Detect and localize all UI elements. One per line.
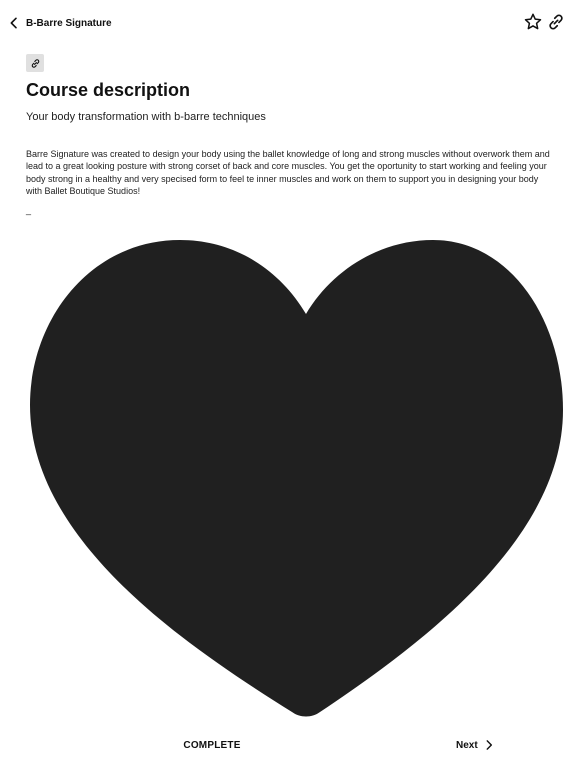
page-title: Course description (26, 80, 191, 100)
separator-mark: _ (26, 205, 32, 215)
back-button[interactable] (6, 12, 112, 34)
complete-button[interactable]: COMPLETE (183, 739, 241, 751)
course-description-text: Barre Signature was created to design your body using the ballet knowledge of long and strong muscles without overwork them and lead to a great looking posture with strong corset of back and core muscles. You get the oportunity to start working and feeling your body strong in a healthy and very specised form to feel te inner muscles and work on them to support you in designing your body with Ballet Boutique Studios! (26, 149, 550, 196)
share-link-button[interactable] (546, 12, 566, 32)
course-title-header: B-Barre Signature (26, 17, 112, 29)
link-icon (546, 12, 566, 32)
chevron-right-icon (482, 738, 496, 752)
copy-link-chip[interactable] (26, 54, 44, 72)
next-button[interactable] (456, 735, 496, 755)
link-icon (30, 58, 41, 69)
heart-icon (0, 225, 576, 725)
star-icon (523, 12, 543, 32)
next-label: Next (456, 739, 478, 751)
page-subtitle: Your body transformation with b-barre techniques (26, 111, 266, 123)
favorite-button[interactable] (523, 12, 543, 32)
top-bar (0, 0, 576, 44)
chevron-left-icon (6, 15, 22, 31)
